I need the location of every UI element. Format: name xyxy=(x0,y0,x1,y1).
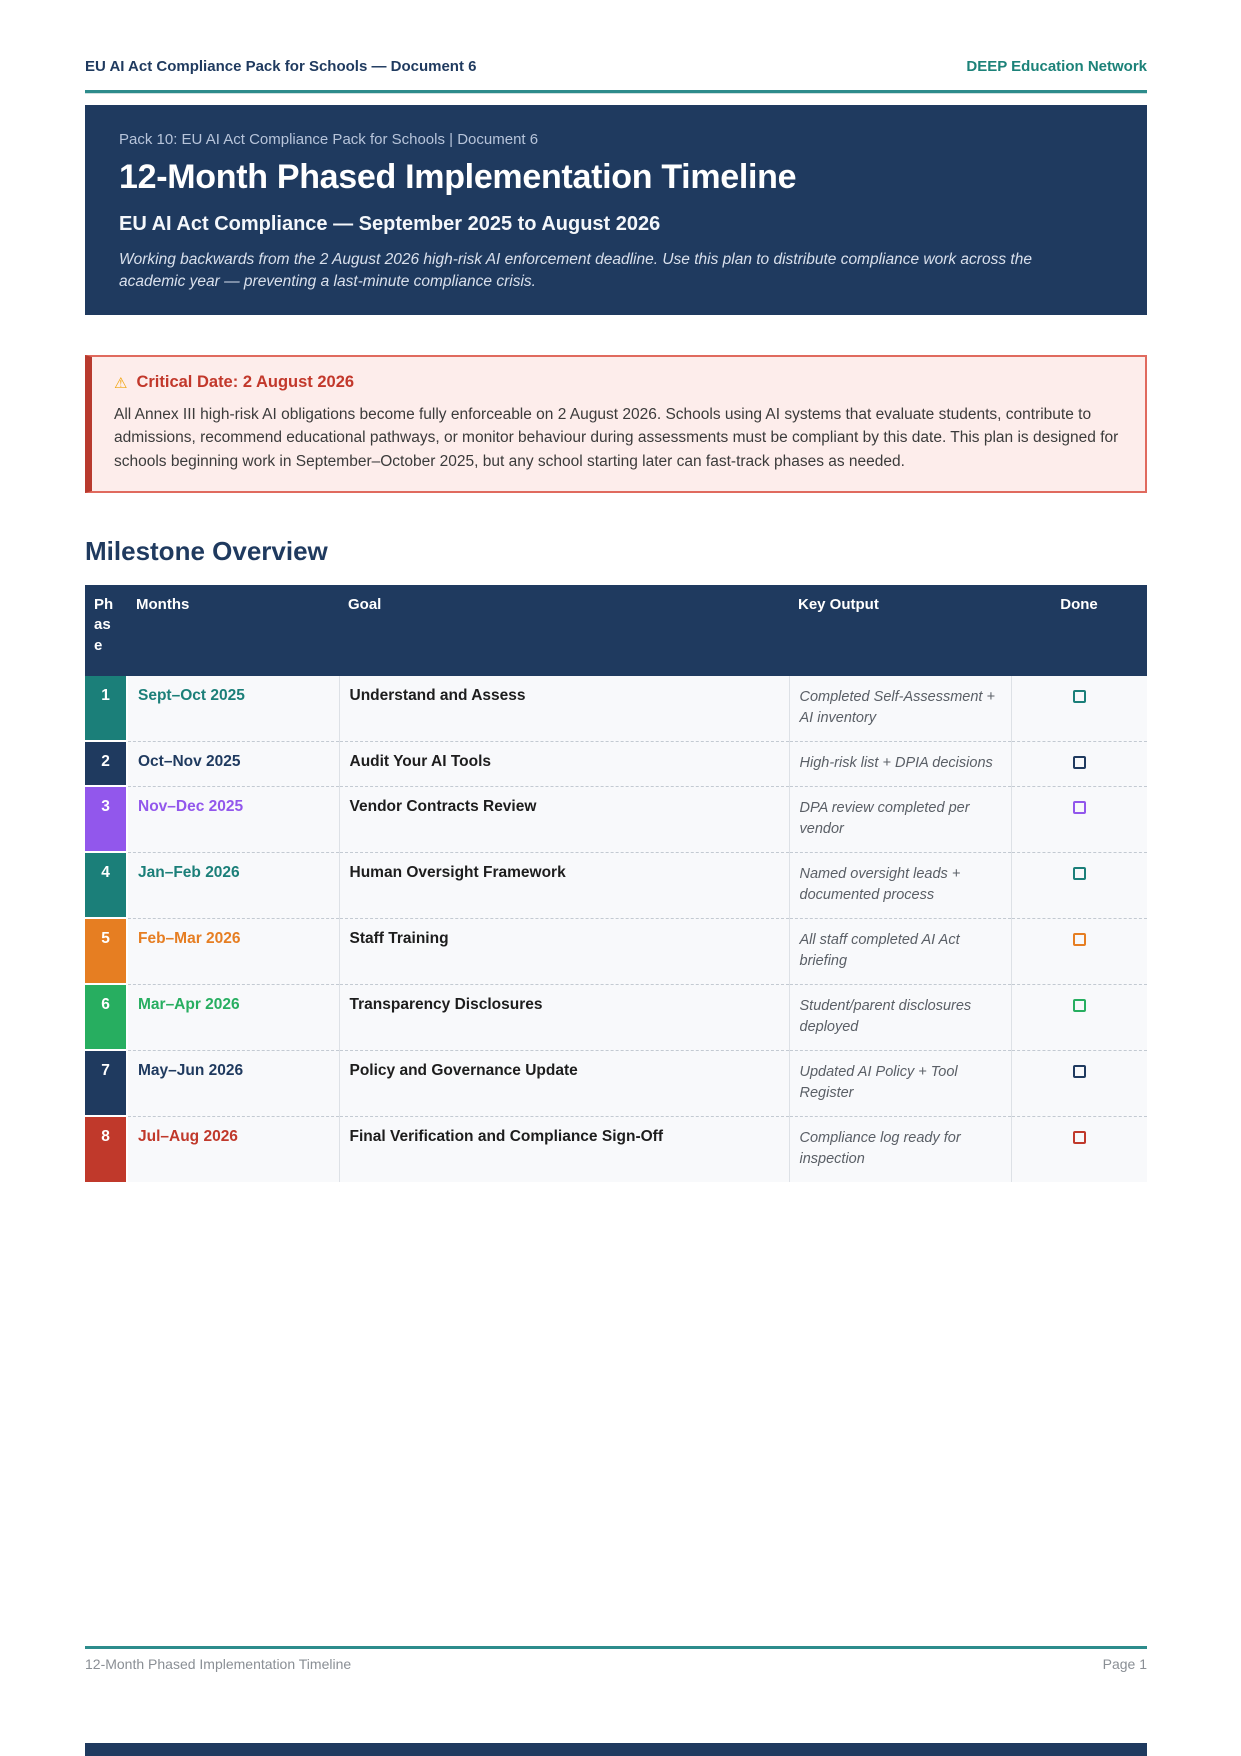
table-row xyxy=(85,852,1147,918)
done-checkbox[interactable] xyxy=(1073,756,1086,769)
column-header-goal: Goal xyxy=(339,585,789,676)
output-cell: Named oversight leads + documented process xyxy=(789,852,1011,918)
phase-cell xyxy=(85,852,127,918)
critical-date-title: Critical Date: 2 August 2026 xyxy=(136,373,355,391)
goal-cell: Transparency Disclosures xyxy=(339,984,789,1050)
done-cell xyxy=(1011,741,1147,786)
output-cell: Student/parent disclosures deployed xyxy=(789,984,1011,1050)
phase-cell xyxy=(85,741,127,786)
table-row xyxy=(85,1116,1147,1182)
footer-divider xyxy=(85,1646,1147,1649)
header-divider xyxy=(85,90,1147,94)
done-checkbox[interactable] xyxy=(1073,867,1086,880)
column-header-months: Months xyxy=(127,585,339,676)
done-checkbox[interactable] xyxy=(1073,801,1086,814)
phase-cell xyxy=(85,676,127,742)
page-subtitle: EU AI Act Compliance — September 2025 to August 2026 xyxy=(119,213,661,235)
table-row xyxy=(85,918,1147,984)
brand-name: DEEP Education Network xyxy=(966,58,1147,75)
phase-cell xyxy=(85,1116,127,1182)
milestone-table-container xyxy=(85,585,1147,1182)
done-cell xyxy=(1011,786,1147,852)
goal-cell: Final Verification and Compliance Sign-Off xyxy=(339,1116,789,1182)
column-header-phase: Phase xyxy=(85,585,127,676)
warning-icon: ⚠︎ xyxy=(114,374,128,392)
page-title: 12-Month Phased Implementation Timeline xyxy=(119,158,797,196)
phase-number: 1 xyxy=(101,686,110,704)
output-cell: All staff completed AI Act briefing xyxy=(789,918,1011,984)
phase-number: 6 xyxy=(101,996,110,1014)
footer-page-number: Page 1 xyxy=(1102,1656,1147,1672)
output-cell: DPA review completed per vendor xyxy=(789,786,1011,852)
goal-cell: Human Oversight Framework xyxy=(339,852,789,918)
done-checkbox[interactable] xyxy=(1073,999,1086,1012)
months-cell: Jan–Feb 2026 xyxy=(127,852,339,918)
goal-cell: Policy and Governance Update xyxy=(339,1050,789,1116)
goal-cell: Audit Your AI Tools xyxy=(339,741,789,786)
output-cell: Updated AI Policy + Tool Register xyxy=(789,1050,1011,1116)
table-row xyxy=(85,1050,1147,1116)
section-title-milestone-overview: Milestone Overview xyxy=(85,536,328,566)
output-cell: High-risk list + DPIA decisions xyxy=(789,741,1011,786)
done-cell xyxy=(1011,676,1147,742)
phase-number: 4 xyxy=(101,864,110,882)
done-cell xyxy=(1011,852,1147,918)
done-checkbox[interactable] xyxy=(1073,690,1086,703)
months-cell: May–Jun 2026 xyxy=(127,1050,339,1116)
done-cell xyxy=(1011,1116,1147,1182)
done-cell xyxy=(1011,918,1147,984)
phase-number: 5 xyxy=(101,930,110,948)
table-row xyxy=(85,676,1147,742)
table-header-row xyxy=(85,585,1147,676)
phase-cell xyxy=(85,918,127,984)
months-cell: Feb–Mar 2026 xyxy=(127,918,339,984)
table-row xyxy=(85,741,1147,786)
phase-cell xyxy=(85,984,127,1050)
breadcrumb: Pack 10: EU AI Act Compliance Pack for Schools | Document 6 xyxy=(119,131,539,148)
running-header xyxy=(85,58,1147,75)
footer-document-title: 12-Month Phased Implementation Timeline xyxy=(85,1656,352,1672)
done-cell xyxy=(1011,1050,1147,1116)
table-row xyxy=(85,786,1147,852)
done-checkbox[interactable] xyxy=(1073,933,1086,946)
column-header-done: Done xyxy=(1011,585,1147,676)
output-cell: Completed Self-Assessment + AI inventory xyxy=(789,676,1011,742)
running-header-title: EU AI Act Compliance Pack for Schools — Document 6 xyxy=(85,58,477,75)
critical-date-body: All Annex III high-risk AI obligations become fully enforceable on 2 August 2026. Schools using AI systems that evaluate students, contribute to admissions, recommend educational pathways, or monitor behaviour during assessments must be compliant by this date. This plan is designed for schools beginning work in September–October 2025, but any school starting later can fast-track phases as needed. xyxy=(114,406,1119,470)
phase-number: 2 xyxy=(101,753,110,771)
column-header-key-output: Key Output xyxy=(789,585,1011,676)
done-cell xyxy=(1011,984,1147,1050)
goal-cell: Understand and Assess xyxy=(339,676,789,742)
page-footer xyxy=(85,1656,1147,1672)
months-cell: Nov–Dec 2025 xyxy=(127,786,339,852)
done-checkbox[interactable] xyxy=(1073,1065,1086,1078)
months-cell: Oct–Nov 2025 xyxy=(127,741,339,786)
months-cell: Jul–Aug 2026 xyxy=(127,1116,339,1182)
milestone-table-body xyxy=(85,676,1147,1182)
output-cell: Compliance log ready for inspection xyxy=(789,1116,1011,1182)
critical-date-callout xyxy=(85,355,1147,493)
milestone-table xyxy=(85,585,1147,1182)
phase-number: 8 xyxy=(101,1128,110,1146)
phase-number: 3 xyxy=(101,798,110,816)
table-row xyxy=(85,984,1147,1050)
phase-number: 7 xyxy=(101,1062,110,1080)
next-page-banner-sliver xyxy=(85,1743,1147,1756)
done-checkbox[interactable] xyxy=(1073,1131,1086,1144)
months-cell: Mar–Apr 2026 xyxy=(127,984,339,1050)
hero-banner xyxy=(85,105,1147,315)
goal-cell: Staff Training xyxy=(339,918,789,984)
goal-cell: Vendor Contracts Review xyxy=(339,786,789,852)
months-cell: Sept–Oct 2025 xyxy=(127,676,339,742)
phase-cell xyxy=(85,1050,127,1116)
hero-description: Working backwards from the 2 August 2026 high-risk AI enforcement deadline. Use this plan to distribute compliance work across the academic year — preventing a last-minute compliance crisis. xyxy=(119,251,1032,291)
phase-cell xyxy=(85,786,127,852)
